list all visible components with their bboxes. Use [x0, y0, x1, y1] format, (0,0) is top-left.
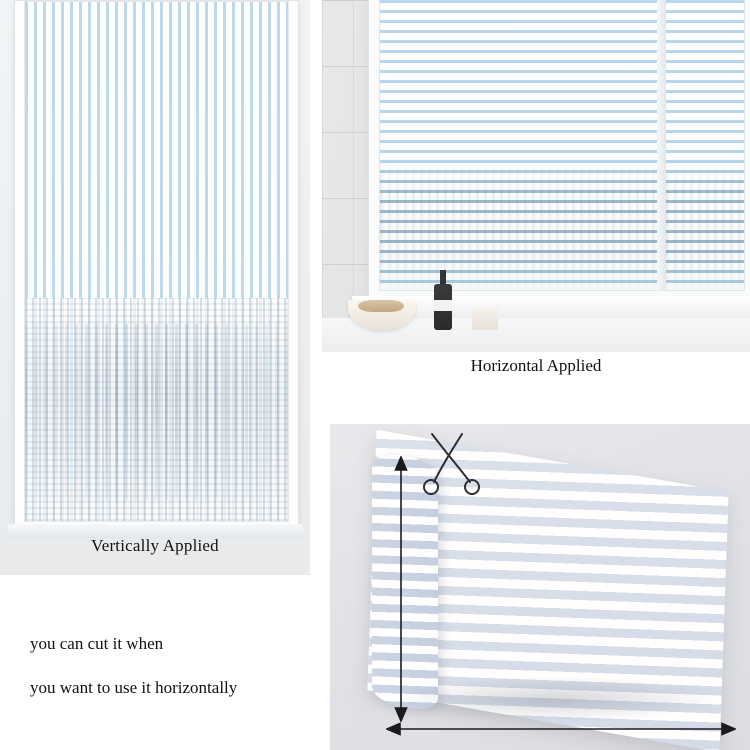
outdoor-view-detail — [25, 324, 288, 500]
caption-line-1: you can cut it when — [30, 634, 164, 653]
window-frame — [368, 0, 750, 308]
window-sash-left — [379, 0, 661, 291]
window-sash-right — [665, 0, 745, 291]
arrow-horizontal-icon — [386, 716, 736, 742]
horizontally-applied-window-photo — [322, 0, 750, 352]
label-vertically-applied: Vertically Applied — [91, 536, 219, 555]
horizontal-stripe-film — [380, 0, 660, 290]
decor-bowl-contents — [358, 300, 404, 312]
horizontal-stripe-film-right — [666, 0, 744, 290]
window-glass-area — [24, 1, 289, 522]
scissors-icon — [422, 430, 492, 496]
film-roll-photo — [330, 424, 750, 750]
arrow-vertical-icon — [388, 456, 414, 722]
decor-jar — [472, 306, 498, 330]
vertically-applied-window-photo — [0, 0, 310, 575]
decor-bottle-label — [434, 300, 452, 311]
label-horizontal-applied: Horizontal Applied — [470, 356, 602, 375]
caption-line-2: you want to use it horizontally — [30, 678, 238, 697]
caption-block — [30, 622, 320, 710]
window-frame — [14, 0, 299, 532]
